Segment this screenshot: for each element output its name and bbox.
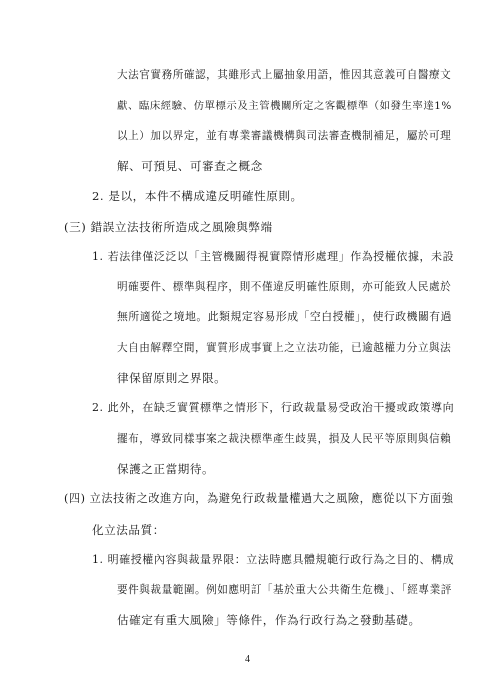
body-text-line: 估確定有重大風險」等條件，作為行政行為之發動基礎。 [117, 613, 421, 627]
body-text-line: 無所適從之境地。此類規定容易形成「空白授權」，使行政機關有過 [117, 310, 453, 323]
body-text-line: 律保留原則之界限。 [117, 371, 227, 385]
body-text-line: 明確要件、標準與程序，則不僅違反明確性原則，亦可能致人民處於 [117, 281, 452, 293]
section-heading: (四) 立法技術之改進方向，為避免行政裁量權過大之風險，應從以下方面強 [64, 492, 454, 505]
section-heading: (三) 錯誤立法技術所造成之風險與弊端 [64, 220, 273, 234]
list-item-text: 2. 是以，本件不構成違反明確性原則。 [92, 189, 303, 203]
body-text-line: 解、可預見、可審查之概念 [117, 159, 263, 173]
body-text-line: 擺布，導致同樣事案之裁決標準產生歧異，損及人民平等原則與信賴 [117, 433, 452, 445]
list-item-text: 2. 此外，在缺乏實質標準之情形下，行政裁量易受政治干擾或政策導向 [92, 401, 455, 414]
body-text-line: 保護之正當期待。 [117, 462, 215, 476]
body-text-line: 以上）加以界定，並有專業審議機構與司法審查機制補足，屬於可理 [117, 130, 452, 142]
body-text-line: 大自由解釋空間，實質形成事實上之立法功能，已逾越權力分立與法 [117, 342, 452, 354]
body-text-line: 獻、臨床經驗、仿單標示及主管機關所定之客觀標準（如發生率達1% [117, 100, 452, 112]
page-number: 4 [245, 654, 250, 665]
list-item-text: 1. 若法律僅泛泛以「主管機關得視實際情形處理」作為授權依據，未設 [92, 250, 455, 263]
body-text-line: 大法官實務所確認，其雖形式上屬抽象用語，惟因其意義可自醫療文 [117, 69, 452, 81]
body-text-line: 化立法品質： [92, 523, 165, 537]
body-text-line: 要件與裁量範圍。例如應明訂「基於重大公共衛生危機」、「經專業評 [117, 584, 452, 596]
list-item-text: 1. 明確授權內容與裁量界限：立法時應具體規範行政行為之目的、構成 [92, 553, 455, 566]
